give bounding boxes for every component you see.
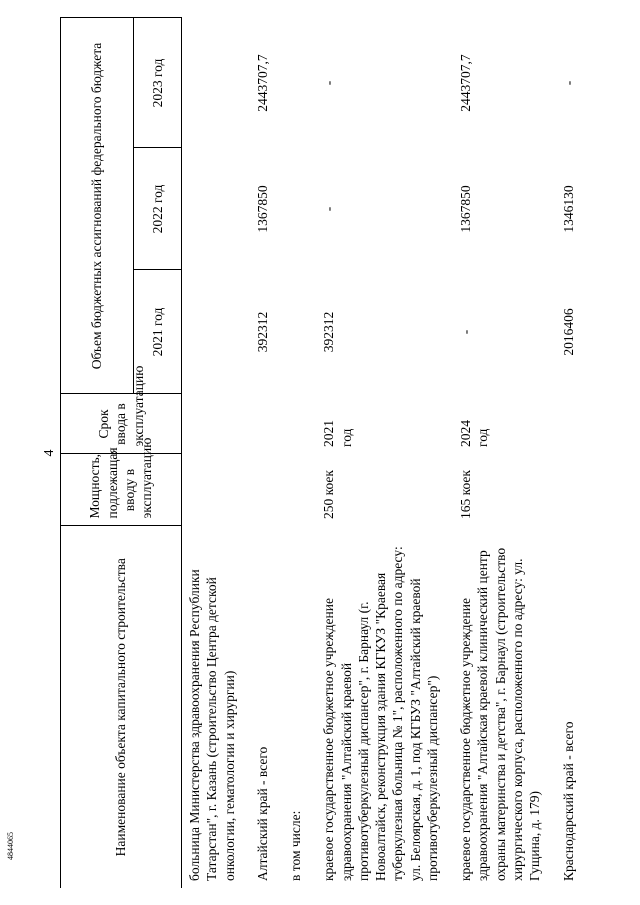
row-name: Краснодарский край - всего — [560, 721, 576, 881]
row-term: 2021 год — [321, 420, 354, 447]
table-row — [445, 18, 547, 888]
row-capacity — [275, 454, 308, 526]
row-capacity — [548, 454, 581, 526]
row-2023 — [275, 18, 308, 148]
row-2022: 1367850 — [458, 185, 474, 233]
row-capacity: 250 коек — [321, 470, 337, 519]
header-capacity: Мощность, подлежащая вводу в эксплуатацию — [61, 454, 182, 526]
row-2021: 2016406 — [560, 308, 576, 356]
table-row — [182, 18, 242, 888]
header-term: Срок ввода в эксплуатацию — [61, 394, 182, 454]
row-2022: 1367850 — [254, 185, 270, 233]
row-capacity — [242, 454, 275, 526]
row-2021: 392312 — [321, 311, 337, 353]
rotated-table-container — [60, 18, 580, 888]
header-year-2023: 2023 год — [134, 18, 182, 148]
row-capacity — [182, 454, 242, 526]
row-2021 — [182, 270, 242, 394]
document-id: 4844065 — [6, 832, 15, 860]
row-term — [548, 394, 581, 454]
header-budget: Объем бюджетных ассигнований федерального бюджета — [61, 18, 134, 394]
table-row — [548, 18, 581, 888]
capital-construction-table — [60, 18, 581, 889]
table-row — [242, 18, 275, 888]
header-year-2022: 2022 год — [134, 148, 182, 270]
table-row — [308, 18, 445, 888]
row-term — [275, 394, 308, 454]
header-year-2021: 2021 год — [134, 270, 182, 394]
row-2023: - — [560, 80, 576, 86]
row-2021: - — [458, 329, 474, 335]
row-name: краевое государственное бюджетное учреждение здравоохранения "Алтайская краевой клинический центр охраны материнства и детства", г. Барнаул (строительство хирургического корпуса, расположенного по адресу: ул. Гущина, д. 179) — [458, 547, 543, 881]
row-2022 — [182, 148, 242, 270]
row-name: в том числе: — [288, 810, 304, 881]
row-capacity: 165 коек — [458, 470, 474, 519]
row-term: 2024 год — [458, 420, 491, 447]
row-2023 — [182, 18, 242, 148]
row-name: больница Министерства здравоохранения Республики Татарстан", г. Казань (строительство Центра детской онкологии, гематологии и хирургии) — [187, 569, 237, 881]
row-2021: 392312 — [254, 311, 270, 353]
row-2022: - — [321, 206, 337, 212]
row-2022: 1346130 — [560, 185, 576, 233]
row-2023: 2443707,7 — [458, 54, 474, 112]
row-2021 — [275, 270, 308, 394]
row-2023: - — [321, 80, 337, 86]
table-row — [275, 18, 308, 888]
row-term — [242, 394, 275, 454]
page-number: 4 — [42, 449, 57, 457]
row-2022 — [275, 148, 308, 270]
row-name: краевое государственное бюджетное учреждение здравоохранения "Алтайский краевой противотуберкулезный диспансер", г. Барнаул (г. Новоалтайск, реконструкция здания КГКУЗ "Краевая туберкулезная больница № 1", расположенного по адресу: ул. Белоярская, д. 1, под КГБУЗ "Алтайский краевой противотуберкулезный диспансер") — [321, 546, 440, 881]
row-2023: 2443707,7 — [254, 54, 270, 112]
header-name: Наименование объекта капитального строительства — [61, 526, 182, 888]
row-term — [182, 394, 242, 454]
row-name: Алтайский край - всего — [254, 746, 270, 881]
